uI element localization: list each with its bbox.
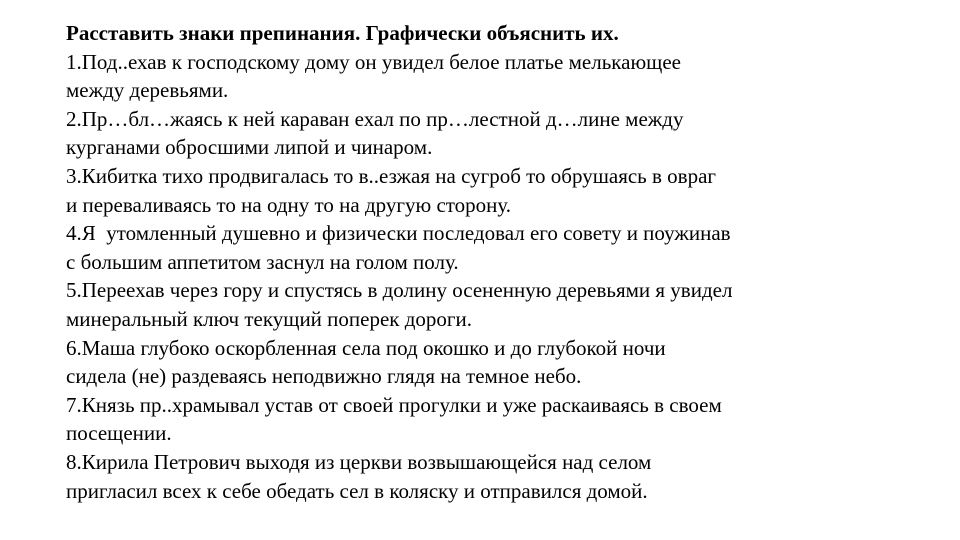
slide-content: [66, 19, 946, 505]
exercise-3-line-2: и переваливаясь то на одну то на другую сторону.: [66, 192, 512, 217]
exercise-1-line-1: 1.Под..ехав к господскому дому он увидел белое платье мелькающее: [66, 49, 681, 74]
exercise-4-line-2: с большим аппетитом заснул на голом полу.: [66, 249, 459, 274]
exercise-3-line-1: 3.Кибитка тихо продвигалась то в..езжая на сугроб то обрушаясь в овраг: [66, 163, 717, 188]
exercise-6-line-1: 6.Маша глубоко оскорбленная села под окошко и до глубокой ночи: [66, 335, 666, 360]
exercise-7-line-2: посещении.: [66, 421, 172, 446]
exercise-6-line-2: сидела (не) раздеваясь неподвижно глядя на темное небо.: [66, 364, 582, 389]
exercise-2-line-1: 2.Пр…бл…жаясь к ней караван ехал по пр…лестной д…лине между: [66, 106, 684, 131]
exercise-1-line-2: между деревьями.: [66, 78, 229, 103]
exercise-7-line-1: 7.Князь пр..храмывал устав от своей прогулки и уже раскаиваясь в своем: [66, 392, 722, 417]
exercise-2-line-2: курганами обросшими липой и чинаром.: [66, 135, 433, 160]
slide-title: Расставить знаки препинания. Графически объяснить их.: [66, 21, 619, 45]
exercise-4-line-1: 4.Я утомленный душевно и физически последовал его совету и поужинав: [66, 221, 731, 246]
exercise-5-line-2: минеральный ключ текущий поперек дороги.: [66, 306, 473, 331]
exercise-8-line-1: 8.Кирила Петрович выходя из церкви возвышающейся над селом: [66, 449, 652, 474]
exercise-8-line-2: пригласил всех к себе обедать сел в коляску и отправился домой.: [66, 478, 648, 503]
exercise-5-line-1: 5.Переехав через гору и спустясь в долину осененную деревьями я увидел: [66, 278, 733, 303]
